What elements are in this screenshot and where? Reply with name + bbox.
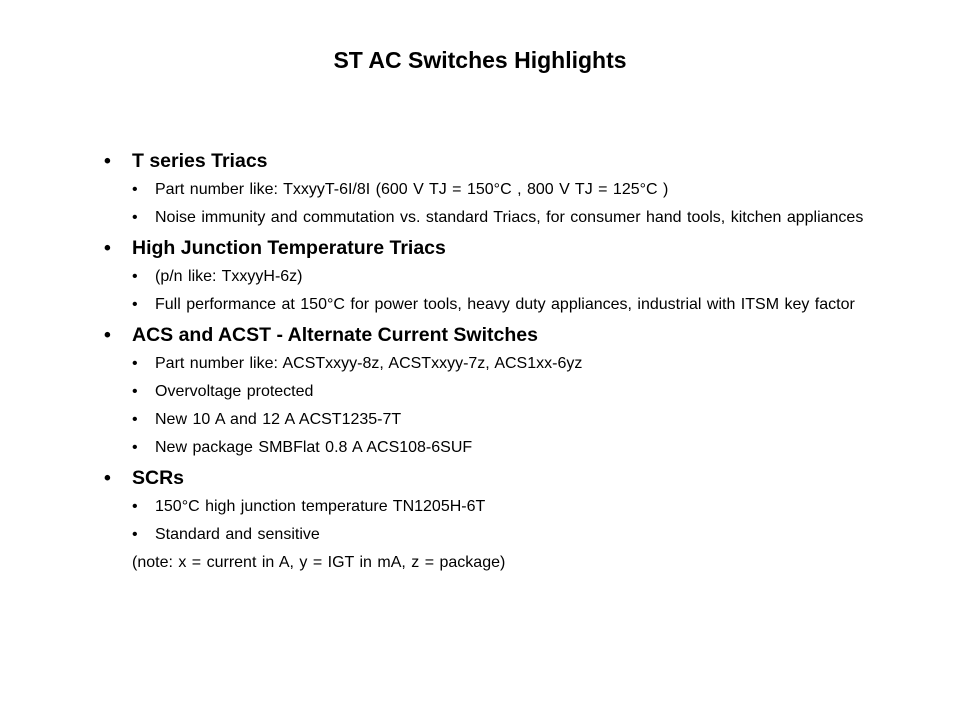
bullet-marker: • — [132, 268, 138, 285]
list-item — [132, 408, 864, 432]
section-heading-text: High Junction Temperature Triacs — [132, 237, 446, 259]
list-item — [132, 265, 864, 289]
list-item-text: New 10 A and 12 A ACST1235-7T — [155, 411, 402, 428]
list-item-text: Full performance at 150°C for power tools, heavy duty appliances, industrial with ITSM key factor — [155, 296, 855, 313]
bullet-marker: • — [132, 355, 138, 372]
bullet-marker: • — [132, 209, 138, 226]
list-item — [132, 495, 864, 519]
list-item — [132, 206, 864, 230]
list-item-text: Part number like: TxxyyT-6I/8I (600 V TJ = 150°C , 800 V TJ = 125°C ) — [155, 181, 669, 198]
section-scrs — [104, 464, 864, 575]
footnote: (note: x = current in A, y = IGT in mA, z = package) — [132, 554, 506, 571]
list-item-text: Standard and sensitive — [155, 526, 320, 543]
slide-title: ST AC Switches Highlights — [333, 47, 627, 73]
section-high-junction-triacs — [104, 234, 864, 317]
section-heading-text: SCRs — [132, 467, 185, 489]
bullet-marker: • — [132, 383, 138, 400]
list-item — [132, 178, 864, 202]
list-item-text: Part number like: ACSTxxyy-8z, ACSTxxyy-7z, ACS1xx-6yz — [155, 355, 583, 372]
list-item-text: New package SMBFlat 0.8 A ACS108-6SUF — [155, 439, 473, 456]
bullet-marker: • — [104, 237, 111, 259]
list-item-text: 150°C high junction temperature TN1205H-6T — [155, 498, 486, 515]
section-acs-acst — [104, 321, 864, 460]
list-item — [132, 436, 864, 460]
list-item-text: Noise immunity and commutation vs. standard Triacs, for consumer hand tools, kitchen appliances — [155, 209, 864, 226]
list-item-text: Overvoltage protected — [155, 383, 314, 400]
list-item — [132, 352, 864, 376]
bullet-marker: • — [132, 181, 138, 198]
section-heading — [104, 464, 864, 492]
section-t-series-triacs — [104, 147, 864, 230]
bullet-marker: • — [104, 150, 111, 172]
bullet-list — [104, 147, 864, 575]
bullet-marker: • — [132, 296, 138, 313]
bullet-marker: • — [104, 324, 111, 346]
section-heading — [104, 234, 864, 262]
list-item — [132, 293, 864, 317]
section-heading — [104, 147, 864, 175]
list-item — [132, 523, 864, 547]
list-item-text: (p/n like: TxxyyH-6z) — [155, 268, 303, 285]
bullet-marker: • — [132, 526, 138, 543]
section-heading-text: T series Triacs — [132, 150, 268, 172]
bullet-marker: • — [132, 498, 138, 515]
section-heading — [104, 321, 864, 349]
bullet-marker: • — [132, 411, 138, 428]
section-heading-text: ACS and ACST - Alternate Current Switches — [132, 324, 538, 346]
bullet-marker: • — [104, 467, 111, 489]
bullet-marker: • — [132, 439, 138, 456]
list-item — [132, 380, 864, 404]
